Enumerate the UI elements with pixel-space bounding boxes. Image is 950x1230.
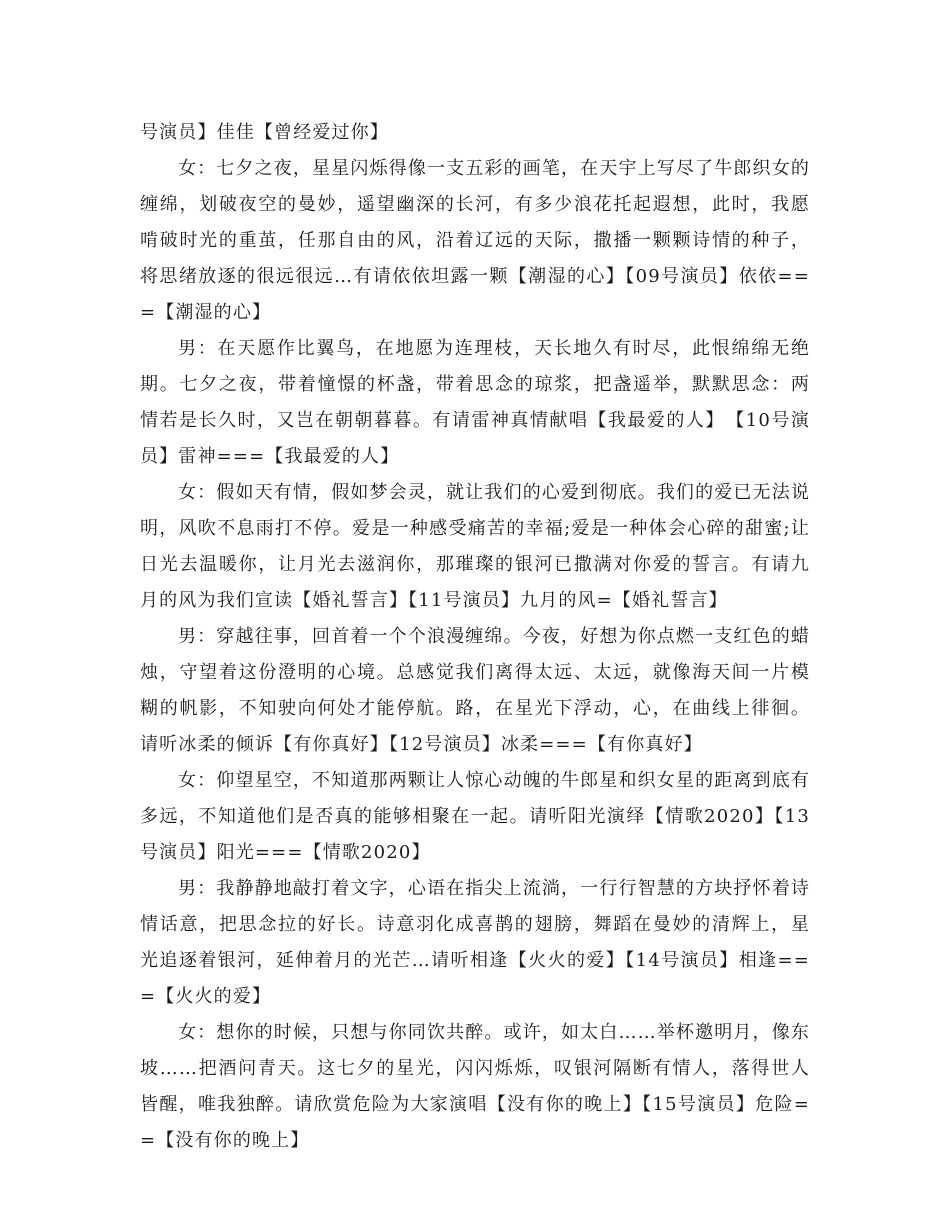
paragraph-continuation: 号演员】佳佳【曾经爱过你】	[140, 122, 389, 143]
paragraph-male-host-3: 男：我静静地敲打着文字，心语在指尖上流淌，一行行智慧的方块抒怀着诗情话意，把思念拉的好长。诗意羽化成喜鹊的翅膀，舞蹈在曼妙的清辉上，星光追逐着银河，延伸着月的光芒…请听相逢【火火的爱】【14号演员】相逢===【火火的爱】	[140, 878, 810, 1007]
paragraph-female-host-1: 女：七夕之夜，星星闪烁得像一支五彩的画笔，在天宇上写尽了牛郎织女的缠绵，划破夜空的曼妙，遥望幽深的长河，有多少浪花托起遐想，此时，我愿啃破时光的重茧，任那自由的风，沿着辽远的天际，撒播一颗颗诗情的种子，将思绪放逐的很远很远…有请依依坦露一颗【潮湿的心】【09号演员】依依===【潮湿的心】	[140, 158, 810, 323]
paragraph-female-host-3: 女：仰望星空，不知道那两颗让人惊心动魄的牛郎星和织女星的距离到底有多远，不知道他们是否真的能够相聚在一起。请听阳光演绎【情歌2020】【13号演员】阳光===【情歌2020】	[140, 770, 810, 863]
paragraph-male-host-2: 男：穿越往事，回首着一个个浪漫缠绵。今夜，好想为你点燃一支红色的蜡烛，守望着这份澄明的心境。总感觉我们离得太远、太远，就像海天间一片模糊的帆影，不知驶向何处才能停航。路，在星光下浮动，心，在曲线上徘徊。请听冰柔的倾诉【有你真好】【12号演员】冰柔===【有你真好】	[140, 626, 810, 755]
paragraph-female-host-2: 女：假如天有情，假如梦会灵，就让我们的心爱到彻底。我们的爱已无法说明，风吹不息雨打不停。爱是一种感受痛苦的幸福;爱是一种体会心碎的甜蜜;让日光去温暖你，让月光去滋润你，那璀璨的银河已撒满对你爱的誓言。有请九月的风为我们宣读【婚礼誓言】【11号演员】九月的风=【婚礼誓言】	[140, 482, 810, 611]
paragraph-female-host-4: 女：想你的时候，只想与你同饮共醉。或许，如太白……举杯邀明月，像东坡……把酒问青天。这七夕的星光，闪闪烁烁，叹银河隔断有情人，落得世人皆醒，唯我独醉。请欣赏危险为大家演唱【没有你的晚上】【15号演员】危险==【没有你的晚上】	[140, 1022, 810, 1151]
paragraph-male-host-1: 男：在天愿作比翼鸟，在地愿为连理枝，天长地久有时尽，此恨绵绵无绝期。七夕之夜，带着憧憬的杯盏，带着思念的琼浆，把盏遥举，默默思念：两情若是长久时，又岂在朝朝暮暮。有请雷神真情献唱【我最爱的人】 【10号演员】雷神===【我最爱的人】	[140, 338, 810, 467]
